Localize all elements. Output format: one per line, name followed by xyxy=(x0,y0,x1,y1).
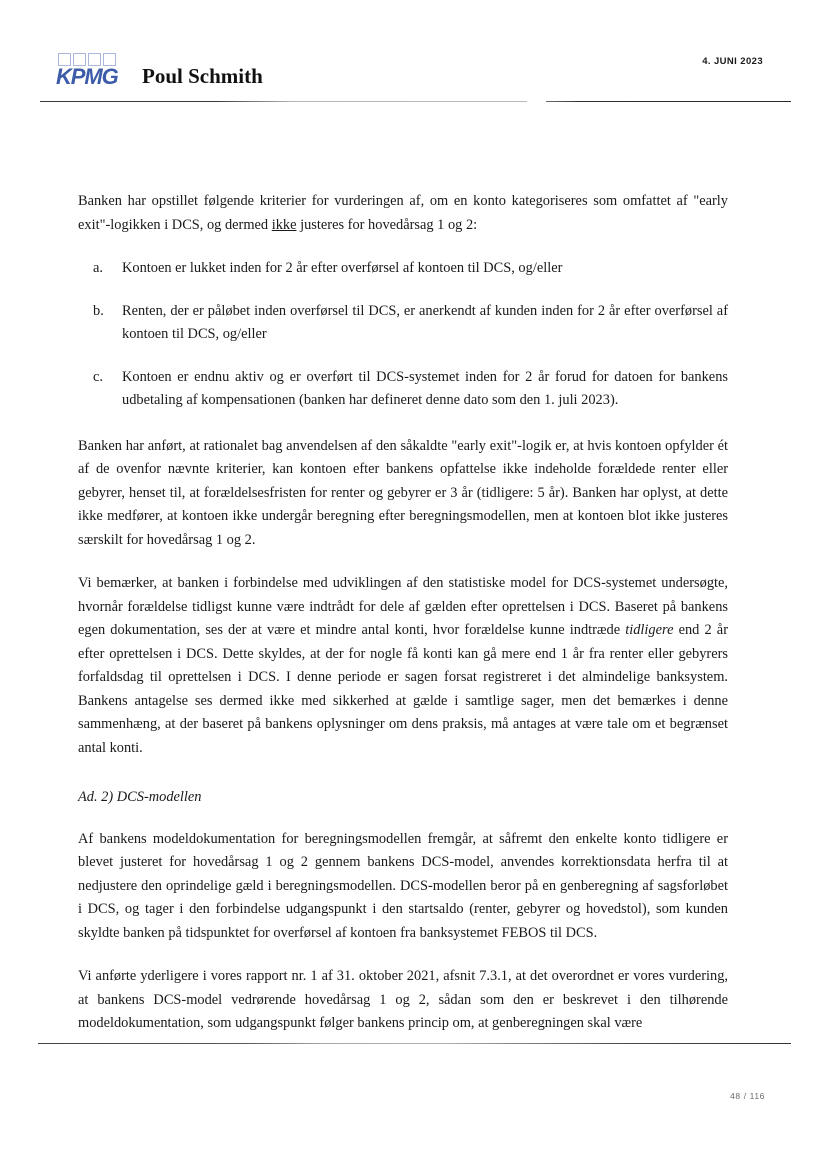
list-item-text: Kontoen er lukket inden for 2 år efter overførsel af kontoen til DCS, og/eller xyxy=(122,260,563,276)
page-header xyxy=(0,44,827,94)
list-item-marker: b. xyxy=(93,302,104,319)
criteria-list-block xyxy=(78,257,728,413)
list-item xyxy=(78,257,728,281)
list-item-marker: a. xyxy=(93,260,103,276)
kpmg-logo-icon xyxy=(56,52,128,90)
header-rule-right xyxy=(546,101,791,102)
intro-underlined-word: ikke xyxy=(271,216,297,233)
kpmg-wordmark: KPMG xyxy=(56,64,118,89)
list-item xyxy=(78,300,728,347)
list-item-text: Renten, der er påløbet inden overførsel til DCS, er anerkendt af kunden inden for 2 år efter overførsel af kontoen til DCS, og/eller xyxy=(122,302,728,342)
list-item-marker: c. xyxy=(93,368,103,385)
criteria-list xyxy=(78,257,728,413)
brand-name: Poul Schmith xyxy=(142,64,263,88)
list-item xyxy=(78,366,728,413)
paragraph-rationale: Banken har anført, at rationalet bag anvendelsen af den såkaldte "early exit"-logik er, at hvis kontoen opfylder ét af de ovenfor nævnte kriterier, kan kontoen efter bankens opfattelse ikke indeholde forældede renter eller gebyrer, henset til, at forældelsesfristen for renter og gebyrer er 3 år (tidligere: 5 år). Banken har oplyst, at dette ikke medfører, at kontoen ikke undergår beregning efter beregningsmodellen, men at kontoen blot ikke justeres særskilt for hovedårsag 1 og 2. xyxy=(78,437,728,548)
page-number: 48 / 116 xyxy=(730,1091,765,1101)
footer-rule xyxy=(38,1043,791,1044)
brand-block xyxy=(56,46,263,90)
paragraph-note-italic-word: tidligere xyxy=(625,622,674,638)
intro-paragraph-text: Banken har opstillet følgende kriterier for vurderingen af, om en konto kategoriseres som omfattet af "early exit"-logikken i DCS, og dermed xyxy=(78,193,728,233)
document-body xyxy=(78,190,728,1036)
paragraph-report: Vi anførte yderligere i vores rapport nr. 1 af 31. oktober 2021, afsnit 7.3.1, at det overordnet er vores vurdering, at bankens DCS-model vedrørende hovedårsag 1 og 2, sådan som den er beskrevet i den tilhørende modeldokumentation, som udgangspunkt følger bankens princip om, at genberegningen skal være xyxy=(78,968,728,1031)
list-item-text: Kontoen er endnu aktiv og er overført til DCS-systemet inden for 2 år forud for datoen for bankens udbetaling af kompensationen (banken har defineret denne dato som den 1. juli 2023). xyxy=(122,368,728,408)
intro-paragraph-tail: justeres for hovedårsag 1 og 2: xyxy=(296,216,478,233)
intro-paragraph xyxy=(78,190,728,237)
paragraph-model: Af bankens modeldokumentation for beregningsmodellen fremgår, at såfremt den enkelte konto tidligere er blevet justeret for hovedårsag 1 og 2 gennem bankens DCS-model, anvendes korrektionsdata herfra til at nedjustere den oprindelige gæld i beregningsmodellen. DCS-modellen beror på en genberegning af sagsforløbet i DCS, og tager i den forbindelse udgangspunkt i den startsaldo (renter, gebyrer og hovedstol), som kunden skyldte banken på tidspunktet for overførsel af kontoen fra banksystemet FEBOS til DCS. xyxy=(78,830,728,941)
section-heading: Ad. 2) DCS-modellen xyxy=(78,789,202,805)
paragraph-note-part2: end 2 år efter oprettelsen i DCS. Dette skyldes, at der for nogle få konti kan gå mere end 1 år fra renter eller gebyrers forfaldsdag til oprettelsen i DCS. I denne periode er sagen forsat registreret i det almindelige banksystem. Bankens antagelse ses dermed ikke med sikkerhed at gælde i samtlige sager, men det bemærkes i denne sammenhæng, at der baseret på bankens oplysninger om dens praksis, må antages at være tale om et begrænset antal konti. xyxy=(78,622,728,756)
header-rule-left xyxy=(40,101,527,102)
paragraph-note xyxy=(78,572,728,760)
paragraph-note-part1: Vi bemærker, at banken i forbindelse med udviklingen af den statistiske model for DCS-systemet undersøgte, hvornår forældelse tidligst kunne være indtrådt for dele af gælden efter oprettelsen i DCS. Baseret på bankens egen dokumentation, ses der at være et mindre antal konti, hvor forældelse kunne indtræde xyxy=(78,575,728,638)
document-date: 4. JUNI 2023 xyxy=(702,56,763,67)
